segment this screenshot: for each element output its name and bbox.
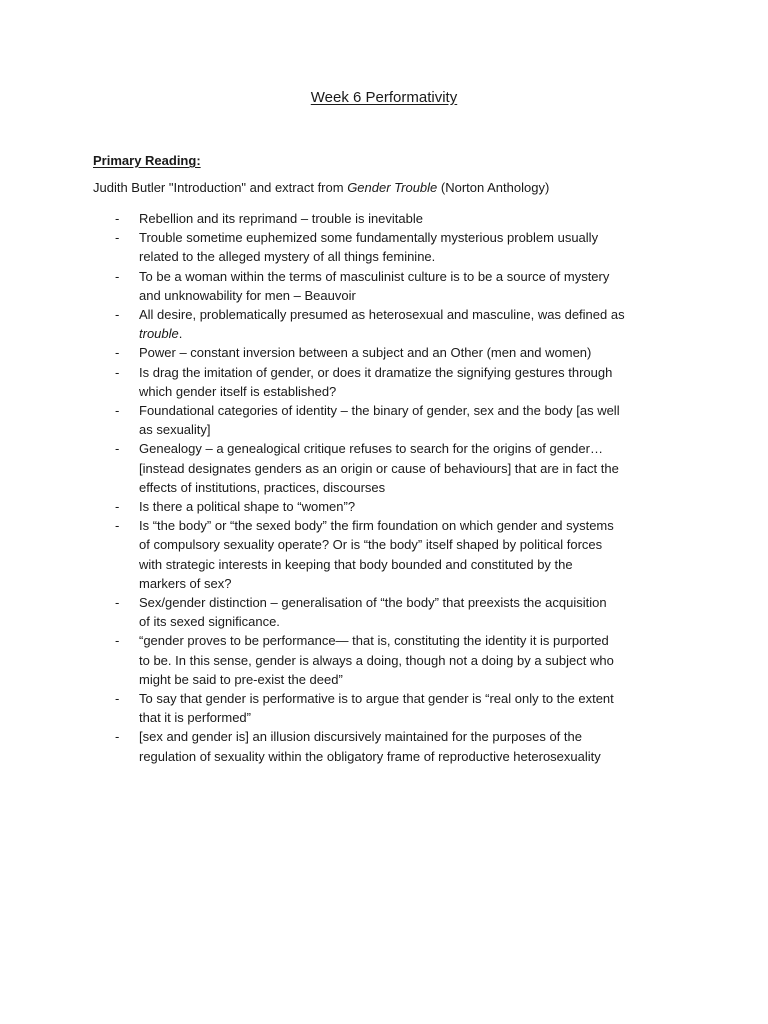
bullet-item <box>115 631 675 689</box>
bullet-item <box>115 267 675 305</box>
bullet-item <box>115 497 675 516</box>
citation-text-before: Judith Butler "Introduction" and extract from <box>93 180 348 195</box>
bullet-line: Power – constant inversion between a subject and an Other (men and women) <box>139 345 592 361</box>
bullet-line: which gender itself is established? <box>139 383 337 399</box>
bullet-line: might be said to pre-exist the deed” <box>139 671 343 687</box>
bullet-line: Genealogy – a genealogical critique refuses to search for the origins of gender… <box>139 441 603 457</box>
bullet-line: as sexuality] <box>139 422 211 438</box>
page-title: Week 6 Performativity <box>310 89 458 106</box>
bullet-item <box>115 439 675 497</box>
citation-text-after: (Norton Anthology) <box>437 180 550 195</box>
bullet-line: To say that gender is performative is to argue that gender is “real only to the extent <box>139 691 614 707</box>
bullet-line: of compulsory sexuality operate? Or is “the body” itself shaped by political forces <box>139 537 603 553</box>
bullet-item <box>115 727 675 765</box>
bullet-item <box>115 228 675 266</box>
bullet-marker: - <box>115 691 120 707</box>
bullet-line: [instead designates genders as an origin or cause of behaviours] that are in fact the <box>139 460 619 476</box>
bullet-item <box>115 689 675 727</box>
bullet-item <box>115 363 675 401</box>
bullet-marker: - <box>115 729 120 745</box>
section-heading: Primary Reading: <box>93 153 201 168</box>
bullet-marker: - <box>115 211 120 226</box>
bullet-line: that it is performed” <box>139 710 251 726</box>
bullet-line: Is there a political shape to “women”? <box>139 499 356 515</box>
reading-citation <box>93 180 549 195</box>
bullet-item <box>115 593 675 631</box>
bullet-line: to be. In this sense, gender is always a doing, though not a doing by a subject who <box>139 652 614 668</box>
bullet-marker: - <box>115 364 120 380</box>
bullet-line: All desire, problematically presumed as heterosexual and masculine, was defined as <box>139 307 625 323</box>
bullet-line: Foundational categories of identity – the binary of gender, sex and the body [as well <box>139 403 620 419</box>
emphasized-term: trouble <box>139 326 179 342</box>
bullet-item <box>115 401 675 439</box>
bullet-line: Sex/gender distinction – generalisation of “the body” that preexists the acquisition <box>139 595 607 611</box>
bullet-line: [sex and gender is] an illusion discursively maintained for the purposes of the <box>139 729 582 745</box>
bullet-item <box>115 343 675 362</box>
bullet-line: of its sexed significance. <box>139 614 280 630</box>
punctuation: . <box>178 326 183 342</box>
bullet-line: Rebellion and its reprimand – trouble is inevitable <box>139 211 423 226</box>
bullet-line: To be a woman within the terms of masculinist culture is to be a source of mystery <box>139 268 610 284</box>
bullet-item <box>115 516 675 593</box>
bullet-line: Trouble sometime euphemized some fundamentally mysterious problem usually <box>139 230 599 246</box>
bullet-line: regulation of sexuality within the obligatory frame of reproductive heterosexuality <box>139 748 601 764</box>
bullet-marker: - <box>115 441 120 457</box>
bullet-marker: - <box>115 230 120 246</box>
bullet-line: markers of sex? <box>139 575 232 591</box>
bullet-marker: - <box>115 518 120 534</box>
bullet-line: Is “the body” or “the sexed body” the firm foundation on which gender and systems <box>139 518 614 534</box>
bullet-line: with strategic interests in keeping that body bounded and constituted by the <box>139 556 573 572</box>
bullet-marker: - <box>115 345 120 361</box>
bullet-item <box>115 305 675 343</box>
bullet-marker: - <box>115 307 120 323</box>
bullet-line: effects of institutions, practices, discourses <box>139 479 386 495</box>
bullet-line: Is drag the imitation of gender, or does it dramatize the signifying gestures through <box>139 364 613 380</box>
bullet-marker: - <box>115 633 120 649</box>
bullet-marker: - <box>115 499 120 515</box>
bullet-line: and unknowability for men – Beauvoir <box>139 287 356 303</box>
book-title: Gender Trouble <box>347 180 438 195</box>
bullet-list <box>115 209 675 766</box>
bullet-marker: - <box>115 595 120 611</box>
bullet-line <box>139 324 675 343</box>
bullet-marker: - <box>115 268 120 284</box>
bullet-item <box>115 209 675 228</box>
bullet-line: related to the alleged mystery of all things feminine. <box>139 249 436 265</box>
bullet-line: “gender proves to be performance— that is, constituting the identity it is purported <box>139 633 609 649</box>
bullet-marker: - <box>115 403 120 419</box>
